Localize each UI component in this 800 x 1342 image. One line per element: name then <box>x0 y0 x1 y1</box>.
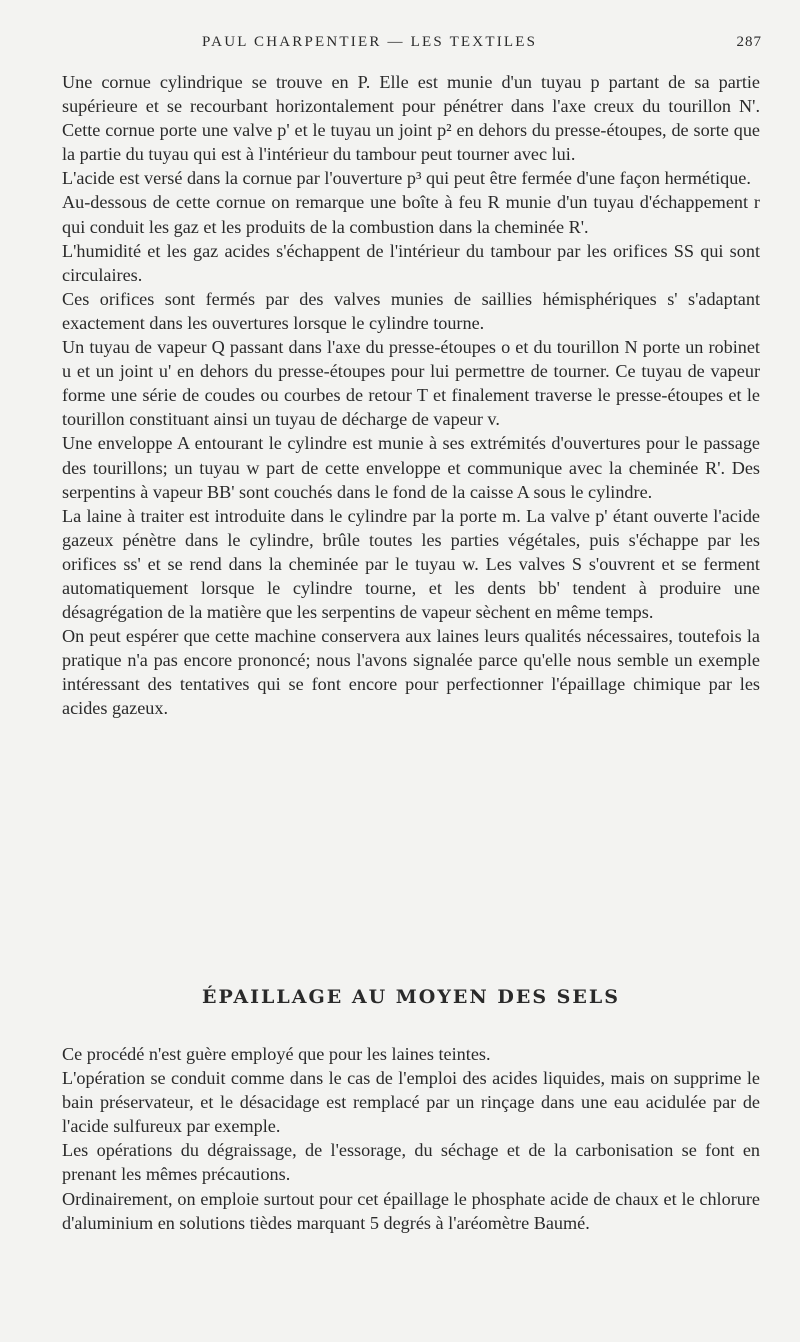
running-header <box>62 34 762 56</box>
paragraph: Une cornue cylindrique se trouve en P. Elle est munie d'un tuyau p partant de sa partie supérieure et se recourbant horizontalement pour pénétrer dans l'axe creux du tourillon N'. Cette cornue porte une valve p' et le tuyau un joint p² en dehors du presse-étoupes, de sorte que la partie du tuyau qui est à l'intérieur du tambour peut tourner avec lui. <box>62 72 760 165</box>
page-number: 287 <box>736 34 762 50</box>
paragraph: L'humidité et les gaz acides s'échappent de l'intérieur du tambour par les orifices SS qui sont circulaires. <box>62 240 760 285</box>
paragraph: La laine à traiter est introduite dans le cylindre par la porte m. La valve p' étant ouverte l'acide gazeux pénètre dans le cylindre, brûle toutes les parties végétales, puis s'échappe par les orifices ss' et se rend dans la cheminée par le tuyau w. Les valves S s'ouvrent et se ferment automatiquement lorsque le cylindre tourne, et les dents bb' tendent à produire une désagrégation de la matière que les serpentins de vapeur sèchent en même temps. <box>62 505 760 623</box>
paragraph: L'acide est versé dans la cornue par l'ouverture p³ qui peut être fermée d'une façon hermétique. <box>62 168 751 189</box>
body-text <box>62 70 760 721</box>
running-title: PAUL CHARPENTIER — LES TEXTILES <box>202 34 538 50</box>
paragraph: L'opération se conduit comme dans le cas de l'emploi des acides liquides, mais on supprime le bain préservateur, et le désacidage est remplacé par un rinçage dans une eau acidulée par de l'acide sulfureux par exemple. <box>62 1068 760 1137</box>
section-body-text <box>62 1042 760 1235</box>
paragraph: Ordinairement, on emploie surtout pour cet épaillage le phosphate acide de chaux et le chlorure d'aluminium en solutions tièdes marquant 5 degrés à l'aréomètre Baumé. <box>62 1188 760 1233</box>
paragraph: On peut espérer que cette machine conservera aux laines leurs qualités nécessaires, toutefois la pratique n'a pas encore prononcé; nous l'avons signalée parce qu'elle nous semble un exemple intéressant des tentatives qui se font encore pour perfectionner l'épaillage chimique par les acides gazeux. <box>62 626 760 719</box>
paragraph: Au-dessous de cette cornue on remarque une boîte à feu R munie d'un tuyau d'échappement r qui conduit les gaz et les produits de la combustion dans la cheminée R'. <box>62 192 760 237</box>
paragraph: Une enveloppe A entourant le cylindre est munie à ses extrémités d'ouvertures pour le passage des tourillons; un tuyau w part de cette enveloppe et communique avec la cheminée R'. Des serpentins à vapeur BB' sont couchés dans le fond de la caisse A sous le cylindre. <box>62 433 760 502</box>
paragraph: Les opérations du dégraissage, de l'essorage, du séchage et de la carbonisation se font en prenant les mêmes précautions. <box>62 1140 760 1185</box>
paragraph: Un tuyau de vapeur Q passant dans l'axe du presse-étoupes o et du tourillon N porte un robinet u et un joint u' en dehors du presse-étoupes pour lui permettre de tourner. Ce tuyau de vapeur forme une série de coudes ou courbes de retour T et finalement traverse le presse-étoupes et le tourillon constituant ainsi un tuyau de décharge de vapeur v. <box>62 337 760 430</box>
paragraph: Ce procédé n'est guère employé que pour les laines teintes. <box>62 1044 491 1064</box>
paragraph: Ces orifices sont fermés par des valves munies de saillies hémisphériques s' s'adaptant exactement dans les ouvertures lorsque le cylindre tourne. <box>62 288 760 333</box>
section-heading: ÉPAILLAGE AU MOYEN DES SELS <box>202 986 620 1008</box>
